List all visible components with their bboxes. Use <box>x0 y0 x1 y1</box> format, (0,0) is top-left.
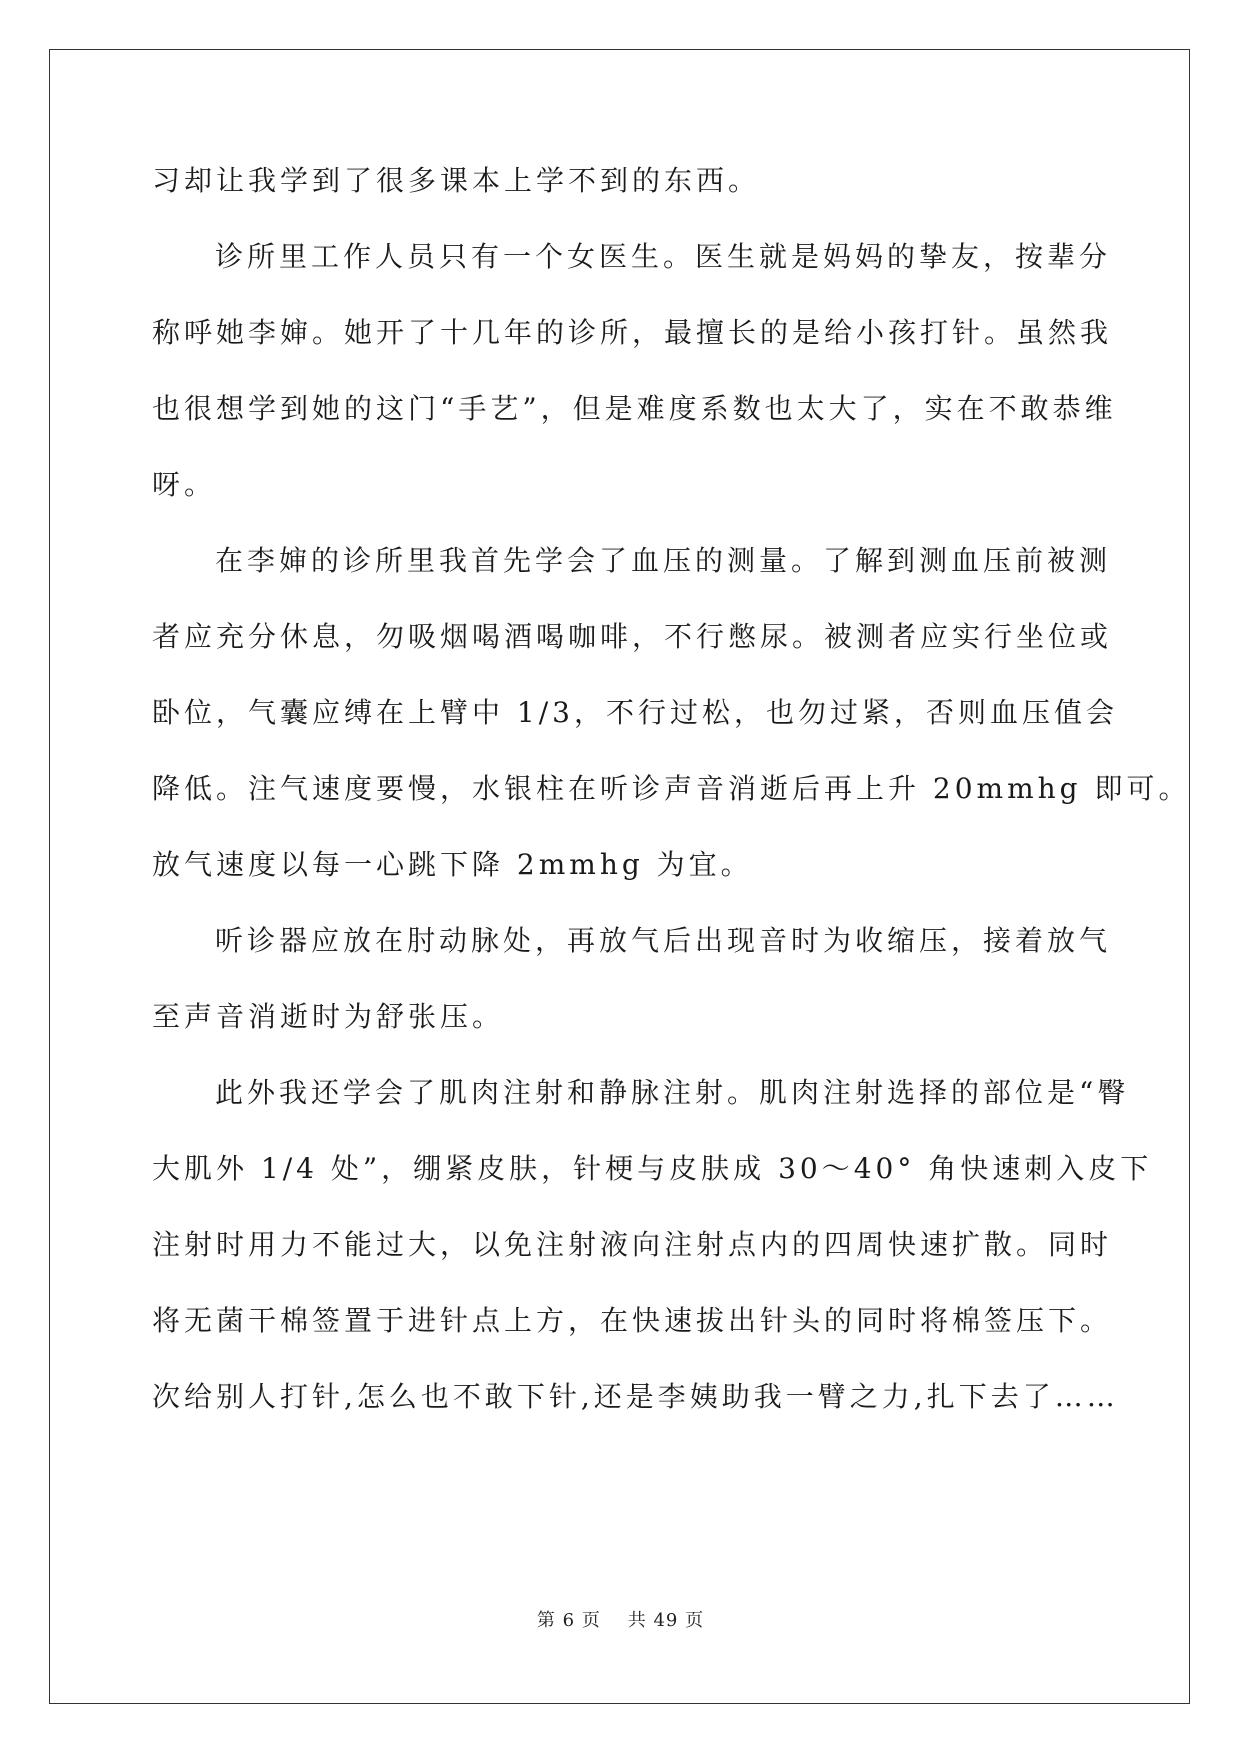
text-line: 者应充分休息，勿吸烟喝酒喝咖啡，不行憋尿。被测者应实行坐位或 <box>152 620 1113 653</box>
page-total: 共 49 页 <box>627 1610 705 1631</box>
text-line: 在李婶的诊所里我首先学会了血压的测量。了解到测血压前被测 <box>215 544 1112 577</box>
text-line: 此外我还学会了肌肉注射和静脉注射。肌肉注射选择的部位是“臀 <box>215 1076 1130 1109</box>
text-line: 称呼她李婶。她开了十几年的诊所，最擅长的是给小孩打针。虽然我 <box>152 316 1113 349</box>
text-line: 习却让我学到了很多课本上学不到的东西。 <box>152 164 761 197</box>
text-line: 将无菌干棉签置于进针点上方，在快速拔出针头的同时将棉签压下。 <box>152 1304 1113 1337</box>
text-line: 注射时用力不能过大，以免注射液向注射点内的四周快速扩散。同时 <box>152 1228 1113 1261</box>
text-line: 诊所里工作人员只有一个女医生。医生就是妈妈的挚友，按辈分 <box>215 240 1112 273</box>
page-number: 第 6 页 <box>536 1610 601 1631</box>
text-line: 也很想学到她的这门“手艺”，但是难度系数也太大了，实在不敢恭维 <box>152 392 1117 425</box>
text-line: 大肌外 1/4 处”，绷紧皮肤，针梗与皮肤成 30～40° 角快速刺入皮下 <box>152 1152 1153 1185</box>
text-line: 卧位，气囊应缚在上臂中 1/3，不行过松，也勿过紧，否则血压值会 <box>152 696 1118 729</box>
text-line: 降低。注气速度要慢，水银柱在听诊声音消逝后再上升 20mmhg 即可。 <box>152 772 1191 805</box>
text-line: 放气速度以每一心跳下降 2mmhg 为宜。 <box>152 848 753 881</box>
text-line: 呀。 <box>152 468 217 501</box>
text-line: 听诊器应放在肘动脉处，再放气后出现音时为收缩压，接着放气 <box>215 924 1112 957</box>
document-body <box>152 155 1191 1447</box>
page-footer <box>0 1606 1241 1632</box>
text-line: 次给别人打针,怎么也不敢下针,还是李姨助我一臂之力,扎下去了…… <box>152 1380 1119 1413</box>
text-line: 至声音消逝时为舒张压。 <box>152 1000 505 1033</box>
